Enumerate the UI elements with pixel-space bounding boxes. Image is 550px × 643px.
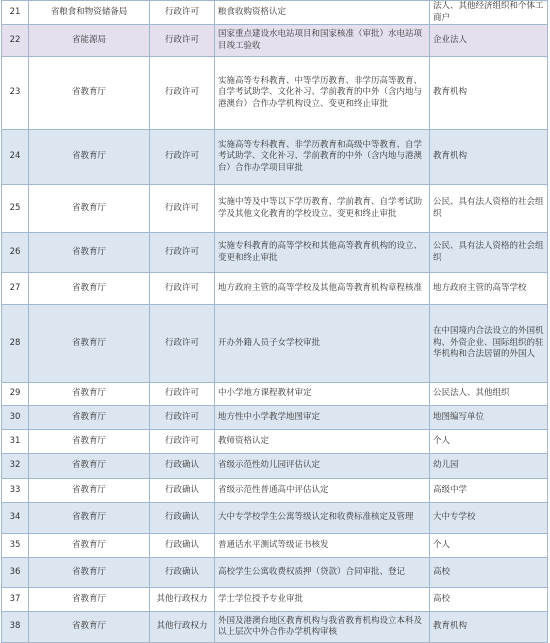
department-cell: 省教育厅: [29, 534, 150, 558]
row-number-cell: 23: [2, 57, 29, 130]
target-subject-cell: 教育机构: [430, 612, 548, 643]
target-subject-cell: 大中专学校: [430, 503, 548, 534]
power-item-cell: 大中专学校学生公寓等级认定和收费标准核定及管理: [215, 503, 430, 534]
row-number-cell: 28: [2, 305, 29, 383]
department-cell: 省教育厅: [29, 503, 150, 534]
power-item-cell: 外国及港澳台地区教育机构与我省教育机构设立本科及以上层次中外合作办学机构审核: [215, 612, 430, 643]
power-item-cell: 实施高等专科教育、中等学历教育、非学历高等教育、自学考试助学、文化补习、学前教育的中外（含内地与港澳台）合作办学机构设立、变更和终止审批: [215, 57, 430, 130]
department-cell: 省教育厅: [29, 383, 150, 406]
department-cell: 省能源局: [29, 25, 150, 57]
power-item-cell: 实施高等专科教育、非学历教育和高级中等教育、自学考试助学、文化补习、学前教育的中外（含内地与港澳台）合作办学项目审批: [215, 130, 430, 185]
target-subject-cell: 教育机构: [430, 130, 548, 185]
power-type-cell: 行政许可: [150, 1, 215, 25]
table-row: [2, 479, 548, 503]
power-item-cell: 开办外籍人员子女学校审批: [215, 305, 430, 383]
table-row: [2, 185, 548, 233]
department-cell: 省教育厅: [29, 588, 150, 612]
power-type-cell: 行政许可: [150, 130, 215, 185]
department-cell: 省教育厅: [29, 479, 150, 503]
table-row: [2, 25, 548, 57]
power-type-cell: 其他行政权力: [150, 588, 215, 612]
target-subject-cell: 高校: [430, 588, 548, 612]
target-subject-cell: 地图编写单位: [430, 406, 548, 430]
table-row: [2, 454, 548, 479]
power-item-cell: 教师资格认定: [215, 430, 430, 454]
power-item-cell: 中小学地方课程教材审定: [215, 383, 430, 406]
power-type-cell: 其他行政权力: [150, 612, 215, 643]
target-subject-cell: 法人、其他经济组织和个体工商户: [430, 1, 548, 25]
row-number-cell: 36: [2, 558, 29, 588]
row-number-cell: 34: [2, 503, 29, 534]
table-row: [2, 534, 548, 558]
power-type-cell: 行政许可: [150, 57, 215, 130]
target-subject-cell: 公民、具有法人资格的社会组织: [430, 233, 548, 273]
row-number-cell: 32: [2, 454, 29, 479]
row-number-cell: 21: [2, 1, 29, 25]
power-type-cell: 行政许可: [150, 383, 215, 406]
department-cell: 省教育厅: [29, 233, 150, 273]
row-number-cell: 30: [2, 406, 29, 430]
department-cell: 省教育厅: [29, 57, 150, 130]
power-type-cell: 行政许可: [150, 185, 215, 233]
power-type-cell: 行政确认: [150, 534, 215, 558]
table-row: [2, 1, 548, 25]
target-subject-cell: 公民、具有法人资格的社会组织: [430, 185, 548, 233]
department-cell: 省教育厅: [29, 430, 150, 454]
table-row: [2, 57, 548, 130]
row-number-cell: 25: [2, 185, 29, 233]
power-item-cell: 实施中等及中等以下学历教育、学前教育、自学考试助学及其他文化教育的学校设立、变更和终止审批: [215, 185, 430, 233]
power-item-cell: 粮食收购资格认定: [215, 1, 430, 25]
table-row: [2, 406, 548, 430]
power-item-cell: 国家重点建设水电站项目和国家核准（审批）水电站项目竣工验收: [215, 25, 430, 57]
power-type-cell: 行政确认: [150, 503, 215, 534]
department-cell: 省教育厅: [29, 305, 150, 383]
target-subject-cell: 高校: [430, 558, 548, 588]
department-cell: 省教育厅: [29, 130, 150, 185]
table-row: [2, 305, 548, 383]
row-number-cell: 37: [2, 588, 29, 612]
target-subject-cell: 个人: [430, 534, 548, 558]
power-item-cell: 普通话水平测试等级证书核发: [215, 534, 430, 558]
target-subject-cell: 在中国境内合法设立的外国机构、外资企业、国际组织的驻华机构和合法居留的外国人: [430, 305, 548, 383]
table-row: [2, 273, 548, 305]
row-number-cell: 22: [2, 25, 29, 57]
department-cell: 省粮食和物资储备局: [29, 1, 150, 25]
power-item-cell: 地方政府主管的高等学校及其他高等教育机构章程核准: [215, 273, 430, 305]
power-type-cell: 行政许可: [150, 430, 215, 454]
table-row: [2, 612, 548, 643]
department-cell: 省教育厅: [29, 185, 150, 233]
power-item-cell: 实施专科教育的高等学校和其他高等教育机构的设立、变更和终止审批: [215, 233, 430, 273]
power-type-cell: 行政确认: [150, 479, 215, 503]
target-subject-cell: 地方政府主管的高等学校: [430, 273, 548, 305]
power-item-cell: 省级示范性普通高中评估认定: [215, 479, 430, 503]
power-item-cell: 地方性中小学教学地图审定: [215, 406, 430, 430]
table-body: [2, 1, 548, 643]
target-subject-cell: 幼儿园: [430, 454, 548, 479]
power-type-cell: 行政许可: [150, 305, 215, 383]
table-row: [2, 503, 548, 534]
table-row: [2, 430, 548, 454]
target-subject-cell: 公民法人、其他组织: [430, 383, 548, 406]
table-row: [2, 233, 548, 273]
table-row: [2, 383, 548, 406]
administrative-power-table: [1, 0, 548, 643]
row-number-cell: 38: [2, 612, 29, 643]
power-type-cell: 行政确认: [150, 558, 215, 588]
power-type-cell: 行政确认: [150, 454, 215, 479]
row-number-cell: 24: [2, 130, 29, 185]
table-row: [2, 558, 548, 588]
department-cell: 省教育厅: [29, 406, 150, 430]
power-item-cell: 高校学生公寓收费权质押（贷款）合同审批、登记: [215, 558, 430, 588]
table-row: [2, 130, 548, 185]
row-number-cell: 27: [2, 273, 29, 305]
row-number-cell: 35: [2, 534, 29, 558]
power-item-cell: 学士学位授予专业审批: [215, 588, 430, 612]
department-cell: 省教育厅: [29, 273, 150, 305]
target-subject-cell: 企业法人: [430, 25, 548, 57]
target-subject-cell: 个人: [430, 430, 548, 454]
power-type-cell: 行政许可: [150, 25, 215, 57]
department-cell: 省教育厅: [29, 558, 150, 588]
department-cell: 省教育厅: [29, 612, 150, 643]
row-number-cell: 29: [2, 383, 29, 406]
power-type-cell: 行政许可: [150, 233, 215, 273]
power-type-cell: 行政许可: [150, 406, 215, 430]
department-cell: 省教育厅: [29, 454, 150, 479]
power-item-cell: 省级示范性幼儿园评估认定: [215, 454, 430, 479]
row-number-cell: 31: [2, 430, 29, 454]
table-row: [2, 588, 548, 612]
row-number-cell: 33: [2, 479, 29, 503]
target-subject-cell: 教育机构: [430, 57, 548, 130]
row-number-cell: 26: [2, 233, 29, 273]
target-subject-cell: 高级中学: [430, 479, 548, 503]
power-type-cell: 行政许可: [150, 273, 215, 305]
